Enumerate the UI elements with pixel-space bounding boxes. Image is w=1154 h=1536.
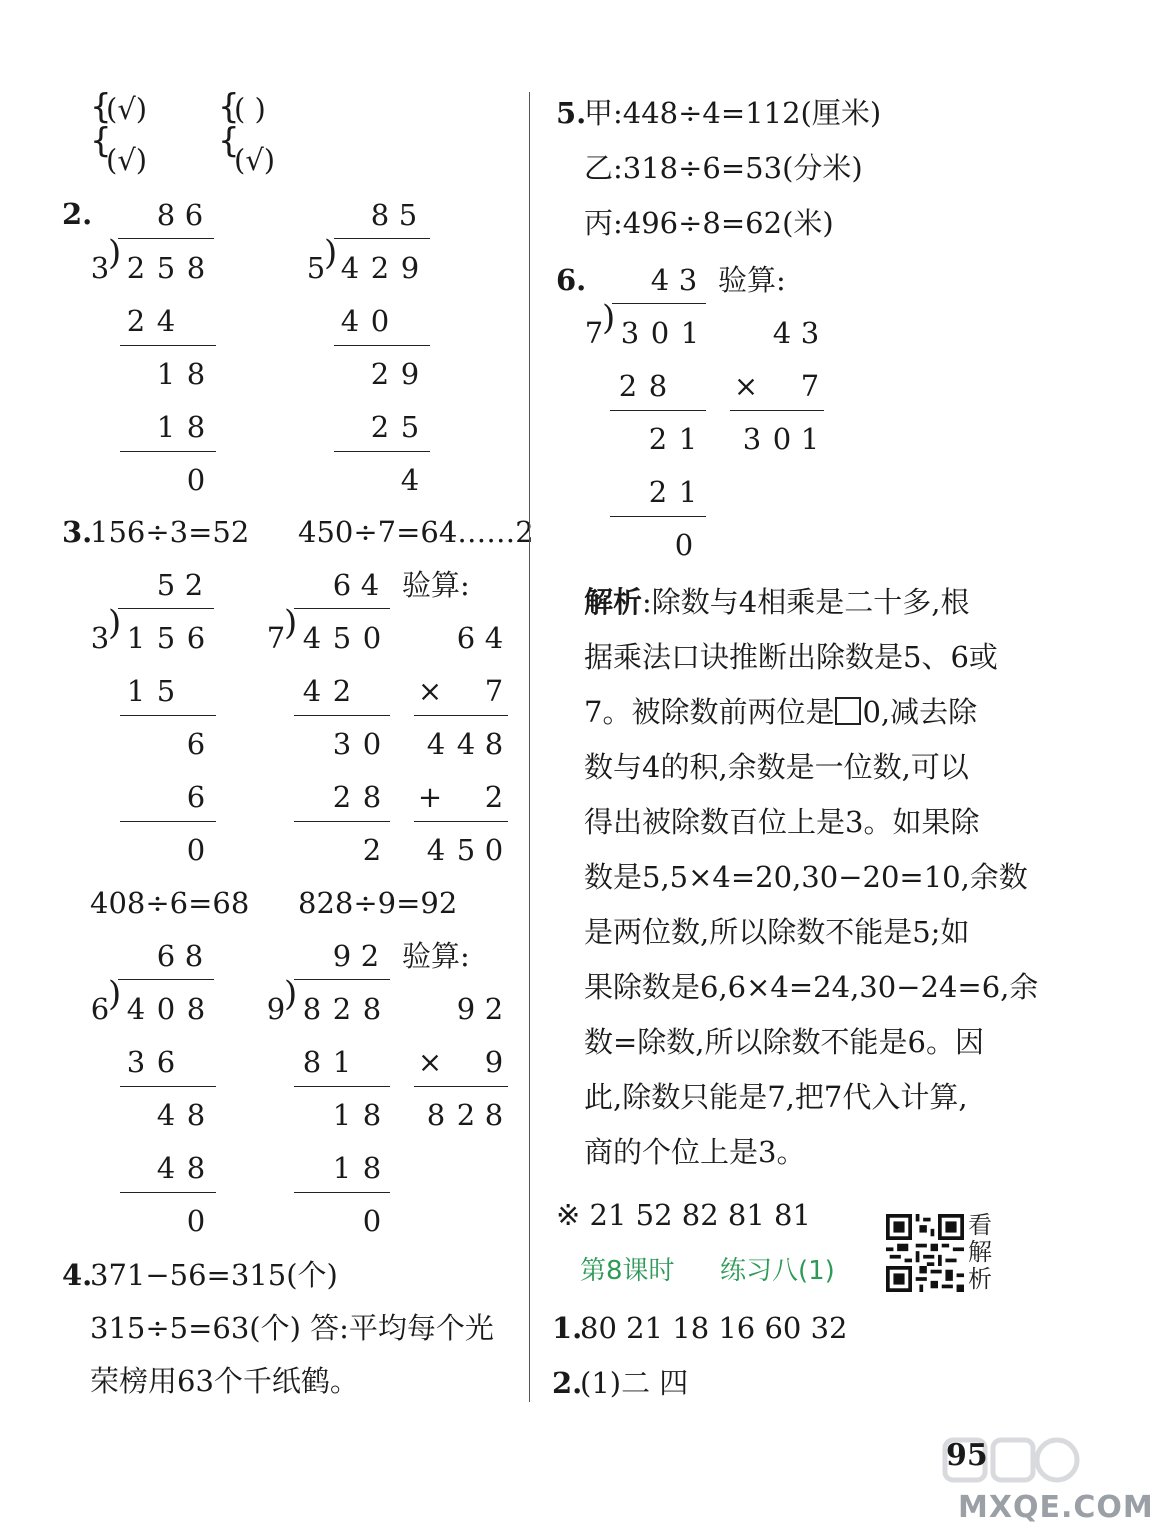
dividend-digit: 2 bbox=[370, 251, 390, 285]
step-digit: 8 bbox=[186, 357, 206, 391]
division-bar bbox=[294, 979, 390, 980]
quotient-digit: 9 bbox=[332, 939, 352, 973]
question-number: 2. bbox=[552, 1366, 583, 1400]
step-digit: 1 bbox=[678, 475, 698, 509]
subtract-line bbox=[294, 715, 390, 716]
step-digit: 2 bbox=[370, 410, 390, 444]
subtract-line bbox=[120, 451, 216, 452]
divisor: 9 bbox=[266, 992, 286, 1026]
check-digit: 7 bbox=[800, 369, 820, 403]
check-digit: 3 bbox=[742, 422, 762, 456]
quotient-digit: 3 bbox=[678, 263, 698, 297]
question-number: 2. bbox=[62, 197, 93, 231]
divisor: 5 bbox=[306, 251, 326, 285]
dividend-digit: 1 bbox=[126, 621, 146, 655]
column-divider bbox=[529, 92, 530, 1402]
check-label: 验算: bbox=[402, 939, 470, 973]
analysis-label: 解析 bbox=[584, 585, 643, 619]
remainder: 4 bbox=[400, 463, 420, 497]
step-digit: 8 bbox=[186, 1151, 206, 1185]
step-digit: 1 bbox=[126, 674, 146, 708]
analysis-line-2: 据乘法口诀推断出除数是5、6或 bbox=[584, 640, 998, 674]
multiply-sign: × bbox=[417, 1045, 443, 1079]
step-digit: 8 bbox=[186, 410, 206, 444]
subtract-line bbox=[294, 821, 390, 822]
dividend-digit: 4 bbox=[126, 992, 146, 1026]
check-digit: 4 bbox=[772, 316, 792, 350]
check-digit: 8 bbox=[484, 1098, 504, 1132]
division-bar bbox=[294, 608, 390, 609]
check-line bbox=[414, 715, 508, 716]
analysis-line-5: 得出被除数百位上是3。如果除 bbox=[584, 805, 980, 839]
brace-icon: { bbox=[90, 87, 112, 127]
quotient-digit: 5 bbox=[398, 198, 418, 232]
q5-line: 甲:448÷4=112(厘米) bbox=[584, 96, 882, 130]
check-label: 验算: bbox=[718, 263, 786, 297]
step-digit: 2 bbox=[648, 475, 668, 509]
dividend-digit: 5 bbox=[332, 621, 352, 655]
step-digit: 5 bbox=[400, 410, 420, 444]
step-digit: 1 bbox=[156, 357, 176, 391]
q1-answer-a: (√) bbox=[106, 92, 148, 126]
division-bracket: ) bbox=[324, 233, 338, 273]
quotient-digit: 6 bbox=[332, 568, 352, 602]
section-lesson: 第8课时 bbox=[580, 1256, 675, 1286]
division-bar bbox=[334, 238, 430, 239]
divisor: 6 bbox=[90, 992, 110, 1026]
step-digit: 5 bbox=[156, 674, 176, 708]
multiply-sign: × bbox=[417, 674, 443, 708]
subtract-line bbox=[334, 451, 430, 452]
q5-line: 丙:496÷8=62(米) bbox=[584, 206, 834, 240]
step-digit: 8 bbox=[362, 1151, 382, 1185]
division-bracket: ) bbox=[284, 974, 298, 1014]
quotient-digit: 2 bbox=[184, 568, 204, 602]
step-digit: 3 bbox=[126, 1045, 146, 1079]
subtract-line bbox=[610, 410, 706, 411]
dividend-digit: 1 bbox=[680, 316, 700, 350]
question-number: 1. bbox=[552, 1311, 583, 1345]
quotient-digit: 8 bbox=[370, 198, 390, 232]
check-digit: 6 bbox=[456, 621, 476, 655]
division-bracket: ) bbox=[284, 603, 298, 643]
quotient-digit: 6 bbox=[184, 198, 204, 232]
division-bracket: ) bbox=[108, 233, 122, 273]
dividend-digit: 5 bbox=[156, 251, 176, 285]
step-digit: 2 bbox=[332, 674, 352, 708]
division-bar bbox=[118, 238, 214, 239]
section-title: 练习八(1) bbox=[720, 1256, 835, 1286]
quotient-digit: 4 bbox=[360, 568, 380, 602]
divisor: 7 bbox=[266, 621, 286, 655]
check-label: 验算: bbox=[402, 568, 470, 602]
divisor: 7 bbox=[584, 316, 604, 350]
step-digit: 3 bbox=[332, 727, 352, 761]
dividend-digit: 3 bbox=[620, 316, 640, 350]
question-number: 3. bbox=[62, 515, 93, 549]
dividend-digit: 8 bbox=[362, 992, 382, 1026]
subtract-line bbox=[120, 1192, 216, 1193]
analysis-line-3 bbox=[584, 695, 977, 729]
check-digit: 0 bbox=[772, 422, 792, 456]
subtract-line bbox=[120, 821, 216, 822]
brace-icon: { bbox=[218, 87, 240, 127]
check-line bbox=[414, 821, 508, 822]
analysis-text: 7。被除数前两位是 bbox=[584, 695, 835, 729]
step-digit: 6 bbox=[186, 780, 206, 814]
check-digit: 0 bbox=[484, 833, 504, 867]
analysis-line-4: 数与4的积,余数是一位数,可以 bbox=[584, 750, 969, 784]
blank-box-icon bbox=[835, 697, 861, 725]
step-digit: 1 bbox=[678, 422, 698, 456]
step-digit: 8 bbox=[362, 780, 382, 814]
subtract-line bbox=[334, 345, 430, 346]
subtract-line bbox=[120, 1086, 216, 1087]
multiply-sign: × bbox=[733, 369, 759, 403]
step-digit: 0 bbox=[370, 304, 390, 338]
subtract-line bbox=[294, 1192, 390, 1193]
qr-label: 看解析 bbox=[968, 1211, 992, 1293]
step-digit: 2 bbox=[126, 304, 146, 338]
bonus-answers: ※ 21 52 82 81 81 bbox=[556, 1198, 811, 1232]
step-digit: 1 bbox=[332, 1151, 352, 1185]
check-digit: 2 bbox=[484, 992, 504, 1026]
q4-line: 315÷5=63(个) 答:平均每个光 bbox=[90, 1311, 494, 1345]
dividend-digit: 0 bbox=[156, 992, 176, 1026]
check-digit: 2 bbox=[484, 780, 504, 814]
analysis-line-6: 数是5,5×4=20,30−20=10,余数 bbox=[584, 860, 1028, 894]
analysis-text: 0,减去除 bbox=[862, 695, 978, 729]
remainder: 0 bbox=[186, 463, 206, 497]
step-digit: 9 bbox=[400, 357, 420, 391]
question-number: 5. bbox=[556, 96, 587, 130]
analysis-line-1 bbox=[584, 585, 969, 619]
check-digit: 9 bbox=[456, 992, 476, 1026]
step-digit: 0 bbox=[362, 727, 382, 761]
division-bar bbox=[612, 303, 706, 304]
analysis-text: :除数与4相乘是二十多,根 bbox=[642, 585, 970, 619]
step-digit: 4 bbox=[340, 304, 360, 338]
step-digit: 8 bbox=[362, 1098, 382, 1132]
brace-icon: { bbox=[90, 121, 112, 161]
divisor: 3 bbox=[90, 251, 110, 285]
dividend-digit: 6 bbox=[186, 621, 206, 655]
dividend-digit: 0 bbox=[362, 621, 382, 655]
dividend-digit: 5 bbox=[156, 621, 176, 655]
analysis-line-10: 此,除数只能是7,把7代入计算, bbox=[584, 1080, 968, 1114]
q1-answer-b: (√) bbox=[106, 143, 148, 177]
answer-line: (1)二 四 bbox=[580, 1366, 689, 1400]
quotient-digit: 8 bbox=[184, 939, 204, 973]
division-bracket: ) bbox=[602, 298, 616, 338]
dividend-digit: 4 bbox=[340, 251, 360, 285]
step-digit: 1 bbox=[332, 1045, 352, 1079]
step-digit: 8 bbox=[186, 1098, 206, 1132]
q4-line: 荣榜用63个千纸鹤。 bbox=[90, 1364, 359, 1398]
step-digit: 6 bbox=[186, 727, 206, 761]
step-digit: 2 bbox=[332, 780, 352, 814]
q5-line: 乙:318÷6=53(分米) bbox=[584, 151, 863, 185]
dividend-digit: 9 bbox=[400, 251, 420, 285]
question-number: 6. bbox=[556, 263, 587, 297]
check-digit: 3 bbox=[800, 316, 820, 350]
step-digit: 2 bbox=[648, 422, 668, 456]
divisor: 3 bbox=[90, 621, 110, 655]
remainder: 0 bbox=[362, 1204, 382, 1238]
division-bar bbox=[118, 608, 214, 609]
dividend-digit: 8 bbox=[186, 251, 206, 285]
quotient-digit: 4 bbox=[650, 263, 670, 297]
answer-line: 80 21 18 16 60 32 bbox=[580, 1311, 848, 1345]
division-bar bbox=[118, 979, 214, 980]
equation: 156÷3=52 bbox=[90, 515, 250, 549]
quotient-digit: 2 bbox=[360, 939, 380, 973]
q1-answer-d: (√) bbox=[234, 143, 276, 177]
equation: 408÷6=68 bbox=[90, 886, 250, 920]
quotient-digit: 5 bbox=[156, 568, 176, 602]
q4-line: 371−56=315(个) bbox=[90, 1258, 338, 1292]
remainder: 0 bbox=[186, 1204, 206, 1238]
step-digit: 1 bbox=[332, 1098, 352, 1132]
plus-sign: + bbox=[417, 780, 443, 814]
check-line bbox=[730, 410, 824, 411]
subtract-line bbox=[120, 715, 216, 716]
page-number: 95 bbox=[946, 1438, 988, 1473]
remainder: 0 bbox=[186, 833, 206, 867]
step-digit: 6 bbox=[156, 1045, 176, 1079]
step-digit: 4 bbox=[302, 674, 322, 708]
check-digit: 4 bbox=[456, 727, 476, 761]
check-digit: 9 bbox=[484, 1045, 504, 1079]
dividend-digit: 8 bbox=[302, 992, 322, 1026]
check-digit: 8 bbox=[426, 1098, 446, 1132]
check-digit: 4 bbox=[426, 833, 446, 867]
step-digit: 1 bbox=[156, 410, 176, 444]
step-digit: 8 bbox=[648, 369, 668, 403]
check-digit: 2 bbox=[456, 1098, 476, 1132]
subtract-line bbox=[120, 345, 216, 346]
check-digit: 5 bbox=[456, 833, 476, 867]
equation: 450÷7=64……2 bbox=[298, 515, 534, 549]
dividend-digit: 2 bbox=[332, 992, 352, 1026]
remainder: 2 bbox=[362, 833, 382, 867]
quotient-digit: 8 bbox=[156, 198, 176, 232]
analysis-line-8: 果除数是6,6×4=24,30−24=6,余 bbox=[584, 970, 1039, 1004]
step-digit: 8 bbox=[302, 1045, 322, 1079]
qr-code-icon[interactable] bbox=[886, 1214, 964, 1292]
analysis-line-7: 是两位数,所以除数不能是5;如 bbox=[584, 915, 970, 949]
q1-answer-c: ( ) bbox=[234, 92, 266, 126]
dividend-digit: 0 bbox=[650, 316, 670, 350]
division-bracket: ) bbox=[108, 603, 122, 643]
step-digit: 4 bbox=[156, 304, 176, 338]
check-digit: 4 bbox=[484, 621, 504, 655]
question-number: 4. bbox=[62, 1258, 93, 1292]
remainder: 0 bbox=[674, 528, 694, 562]
dividend-digit: 2 bbox=[126, 251, 146, 285]
subtract-line bbox=[610, 516, 706, 517]
step-digit: 2 bbox=[618, 369, 638, 403]
check-digit: 4 bbox=[426, 727, 446, 761]
check-digit: 7 bbox=[484, 674, 504, 708]
step-digit: 4 bbox=[156, 1151, 176, 1185]
analysis-line-9: 数=除数,所以除数不能是6。因 bbox=[584, 1025, 984, 1059]
check-digit: 8 bbox=[484, 727, 504, 761]
analysis-line-11: 商的个位上是3。 bbox=[584, 1135, 806, 1169]
brace-icon: { bbox=[218, 121, 240, 161]
step-digit: 2 bbox=[370, 357, 390, 391]
quotient-digit: 6 bbox=[156, 939, 176, 973]
division-bracket: ) bbox=[108, 974, 122, 1014]
check-line bbox=[414, 1086, 508, 1087]
dividend-digit: 8 bbox=[186, 992, 206, 1026]
subtract-line bbox=[294, 1086, 390, 1087]
step-digit: 4 bbox=[156, 1098, 176, 1132]
watermark-text: MXQE.COM bbox=[958, 1490, 1154, 1525]
dividend-digit: 4 bbox=[302, 621, 322, 655]
check-digit: 1 bbox=[800, 422, 820, 456]
equation: 828÷9=92 bbox=[298, 886, 458, 920]
